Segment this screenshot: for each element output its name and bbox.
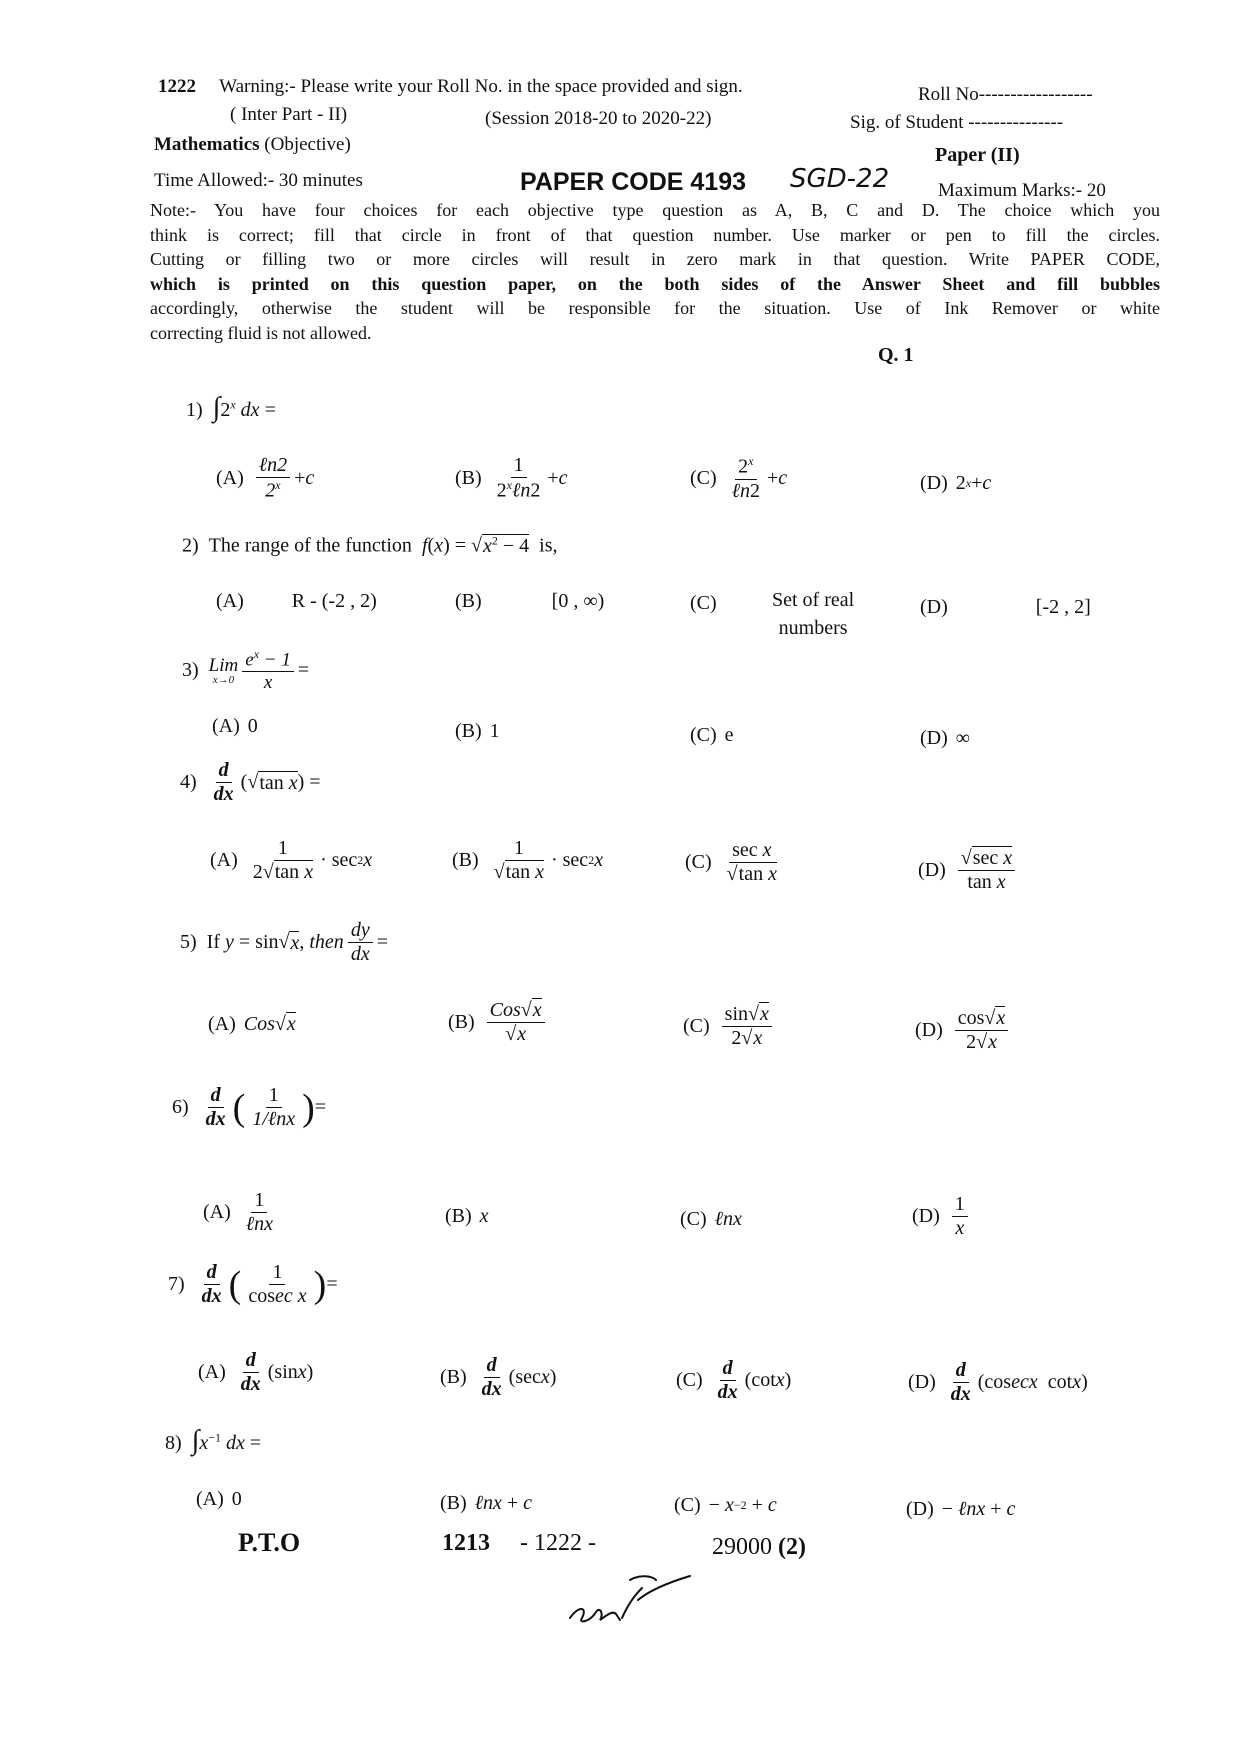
q4-option-d: (D) $\frac{\text{√sec x}}{\text{tan x}}$: [918, 848, 1019, 893]
q2-text: The range of the function: [208, 534, 412, 557]
max-marks: Maximum Marks:- 20: [938, 180, 1106, 201]
q8-a-value: 0: [231, 1488, 242, 1510]
q6-option-d: (D) $\frac{1}{x}$: [912, 1194, 972, 1239]
q4-option-c: (C) $\frac{\text{sec x}}{\text{√tan x}}$: [685, 839, 777, 885]
footer-tag: (2): [778, 1534, 806, 1560]
paper-code: PAPER CODE 4193: [520, 168, 747, 196]
q8-option-c: (C) − x −2 + c: [674, 1494, 777, 1516]
q8-option-a: (A) 0: [196, 1488, 242, 1510]
q2-c-line: numbers: [778, 617, 848, 639]
question-6: 6) $\frac{d}{dx}$ ( $\frac{1}{\text{1/ℓnx}}$ ) =: [172, 1084, 327, 1130]
q5-option-c: (C) $\frac{\sin√x}{2√x}$: [683, 1004, 776, 1049]
q2-d-value: [-2 , 2]: [1035, 596, 1091, 618]
note-line: correcting fluid is not allowed.: [150, 322, 372, 343]
student-signature-field: Sig. of Student ---------------: [850, 112, 1064, 133]
q2-option-c: (C): [690, 592, 717, 614]
note-block: [150, 198, 1160, 345]
q3-b-value: 1: [489, 720, 500, 742]
q2-option-a: (A) R - (-2 , 2): [216, 590, 377, 612]
question-7: 7) $\frac{d}{dx}$ ( $\frac{1}{\text{cosec x}}$ ) =: [168, 1261, 338, 1307]
note-line: think is correct; fill that circle in front of that question number. Use marker or pen to fill the circles.: [150, 224, 1160, 245]
footer-paper-code: - 1222 -: [520, 1530, 596, 1556]
warning-text: Warning:- Please write your Roll No. in the space provided and sign.: [219, 76, 743, 97]
handwritten-code: SGD-22: [790, 164, 890, 194]
paper-number: 1222: [158, 76, 196, 97]
q3-option-d: (D) ∞: [920, 727, 971, 749]
handwritten-signature: [560, 1570, 700, 1630]
q5-option-d: (D) $\frac{\cos√x}{2√x}$: [915, 1008, 1012, 1053]
question-8: 8) $\int x^{-1}$ dx =: [165, 1425, 262, 1456]
q3-a-value: 0: [247, 715, 258, 737]
q3-option-a: (A) 0: [212, 715, 258, 737]
q2-b-value: [0 , ∞): [551, 590, 605, 612]
note-line: Cutting or filling two or more circles will result in zero mark in that question. Write PAPER CODE,: [150, 249, 1160, 269]
note-line: accordingly, otherwise the student will be responsible for the situation. Use of Ink Remover or white: [150, 298, 1160, 318]
question-4: 4) $\frac{d}{dx}$ (√ tan x ) =: [180, 759, 321, 805]
paper-label: Paper (II): [935, 144, 1020, 166]
q7-option-c: (C) $\frac{d}{dx}$ (cot x ): [676, 1357, 792, 1403]
q4-option-b: (B) $\frac{1}{\text{√tan x}}$ · sec 2 x: [452, 837, 604, 883]
part-label: ( Inter Part - II): [230, 104, 348, 125]
q2-c-line: Set of real: [772, 589, 855, 611]
q8-option-d: (D) − ℓnx + c: [906, 1498, 1016, 1520]
q2-is: is,: [539, 534, 558, 557]
q1-option-a: (A) $\frac{\text{ℓn2}}{2^x}$ + c: [216, 454, 315, 502]
q6-option-c: (C) ℓnx: [680, 1208, 742, 1230]
q2-option-b: (B) [0 , ∞): [455, 590, 605, 612]
q2-c-value: [772, 586, 854, 642]
roll-no-field: Roll No------------------: [918, 84, 1093, 105]
q6-b-value: x: [479, 1205, 489, 1227]
q1-option-d: (D) 2 x + c: [920, 472, 992, 494]
question-5: 5) If y = sin√ x , then $\frac{dy}{dx}$ =: [180, 919, 388, 965]
pto-label: P.T.O: [238, 1528, 301, 1557]
question-2: 2) The range of the function $f(x) = √x^2 - 4$ is,: [182, 533, 558, 557]
note-line: which is printed on this question paper, on the both sides of the Answer Sheet and fill bubbles: [150, 273, 1160, 294]
footer-count: 29000: [712, 1534, 772, 1560]
footer-code: 1213: [442, 1530, 490, 1556]
time-allowed: Time Allowed:- 30 minutes: [154, 170, 363, 191]
q2-option-d: (D) [-2 , 2]: [920, 596, 1091, 618]
q6-option-a: (A) $\frac{1}{\text{ℓnx}}$: [203, 1189, 273, 1235]
session-label: (Session 2018-20 to 2020-22): [485, 108, 712, 129]
question-3: 3) Lim x→0 $\frac{e^x - 1}{x}$ =: [182, 647, 310, 694]
q5-option-a: (A) Cos √ x: [208, 1012, 296, 1035]
q8-option-b: (B) ℓnx + c: [440, 1492, 533, 1514]
question-1: 1) ∫2$^x$ dx =: [186, 392, 276, 423]
question-number-label: Q. 1: [878, 344, 914, 366]
q3-c-value: e: [724, 724, 734, 746]
q1-option-b: (B) $\frac{1}{2^x\ell n2}$ + c: [455, 454, 568, 502]
q3-option-b: (B) 1: [455, 720, 500, 742]
q1-option-c: (C) $\frac{2^x}{\text{ℓn2}}$ + c: [690, 454, 788, 502]
q7-option-a: (A) $\frac{d}{dx}$ (sin x ): [198, 1349, 314, 1395]
q3-d-value: ∞: [955, 727, 971, 749]
subject-type: (Objective): [264, 134, 351, 155]
note-line: Note:- You have four choices for each objective type question as A, B, C and D. The choice which you: [150, 200, 1160, 220]
subject-label: Mathematics: [154, 134, 260, 155]
q6-option-b: (B) x: [445, 1205, 489, 1227]
q7-option-b: (B) $\frac{d}{dx}$ (sec x ): [440, 1354, 557, 1400]
q5-option-b: (B) $\frac{\text{Cos√x}}{√x}$: [448, 1000, 549, 1045]
q3-option-c: (C) e: [690, 724, 734, 746]
q2-a-value: R - (-2 , 2): [291, 590, 377, 612]
q7-option-d: (D) $\frac{d}{dx}$ (cos ec x cot x ): [908, 1359, 1088, 1405]
q4-option-a: (A) $\frac{1}{\text{2√tan x}}$ · sec 2 x: [210, 837, 373, 883]
